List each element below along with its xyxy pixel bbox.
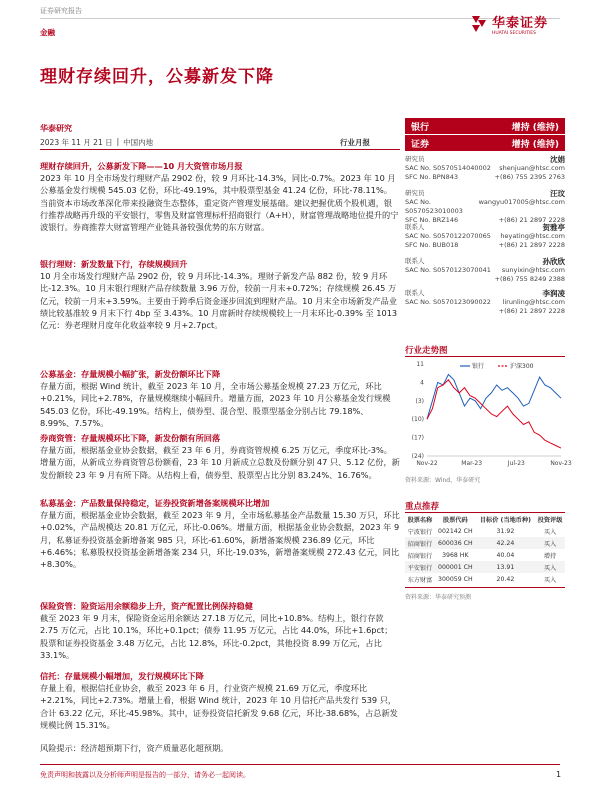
picks-heading: 重点推荐 [405,502,440,512]
trend-divider [405,356,565,357]
risk-note: 风险提示：经济超预期下行，资产质量恶化超预期。 [40,743,229,753]
meta-divider [40,149,400,150]
logo-en: HUATAI SECURITIES [492,31,537,36]
rating-bank: 银行 增持 (维持) [405,118,565,134]
report-type: 证券研究报告 [40,7,82,15]
report-kind: 行业月报 [340,138,370,147]
section-text: 2023 年 10 月全市场发行理财产品 2902 份，较 9 月环比-14.3%，同比-0.7%。2023 年 10 月公募基金发行规模 545.03 亿份，环比-49.19%，其中股票型基金 41.24 亿份，环比-78.11%。当前资本市场改革深化带来投融资生态整体，重定资产管理发展基础。建议把握优质个股机遇，银行推荐战略再升级的平安银行，零售及财富管理标杆招商银行（A+H），财富管理战略地位提升的宁波银行。券商推荐大财富管理产业链具备较强优势的东方财富。 [40,173,399,233]
y-tick-label: (17) [411,434,424,442]
footer-disclaimer: 免责声明和披露以及分析师声明是报告的一部分，请务必一起阅读。 [40,771,250,779]
footer-divider [40,764,560,765]
section-title: 保险资管：险资运用余额稳步上升，资产配置比例保持稳健 [40,601,253,611]
section-insurance-am [40,600,400,661]
trend-chart [405,360,572,472]
section-text: 存量方面，根据 Wind 统计，截至 2023 年 10 月，全市场公募基金规模 27.23 万亿元，环比+0.21%，同比+2.78%，存量规模继续小幅回升。增量方面，2023 年 10 月公募基金发行规模 545.03 亿份，环比-49.19%。结构上，债券型、混合型、股票型基金分别占比 79.18%、8.99%、7.57%。 [40,381,391,428]
legend-label: 沪深300 [510,363,534,370]
x-tick-label: Nov-23 [550,460,572,467]
table-row: 平安银行 000001 CH 13.91 买入 [405,561,565,573]
x-tick-label: Nov-22 [416,460,438,467]
x-tick-label: Mar-23 [461,460,483,467]
y-tick-label: 11 [416,361,424,368]
section-title: 理财存续回升，公募新发下降——10 月大资管市场月报 [40,161,243,171]
section-public-fund [40,368,400,429]
section-text: 存量上看，根据信托业协会，截至 2023 年 6 月，行业资产规模 21.69 万亿元，季度环比+2.21%，同比+2.73%。增量上看，根据 Wind 统计，2023 年 10 月信托产品共发行 539 只，合计 63.22 亿元，环比-45.98%。其中，证券投资信托新发 9.68 亿元，环比-38.68%，占总新发规模比例 15.31%。 [40,683,398,730]
picks-col-code: 股票代码 [442,517,468,524]
analyst-card: 联系人 贺雅亭 SAC No. S0570122070065 heyating@htsc.com SFC No. BUB018 +(86) 21 2897 2228 [405,223,565,249]
section-title: 私募基金：产品数量保持稳定，证券投资新增备案规模环比增加 [40,498,270,508]
section-title: 信托：存量规模小幅增加，发行规模环比下降 [40,671,204,681]
y-tick-label: (24) [411,453,424,460]
table-row: 招商银行 3968 HK 40.04 增持 [407,551,557,560]
page-title: 理财存续回升，公募新发下降 [40,67,274,87]
section-private-fund [40,497,400,570]
section-text: 存量方面，根据基金业协会数据，截至 23 年 6 月，券商资管规模 6.25 万亿元，季度环比-3%。增量方面，从新成立券商资管总份额看，23 年 10 月新成立总数及份额分别 47 只、5.12 亿份，新发份额较 23 年 9 月有所下降。从结构上看，债券型、股票型占比分别 83.24%、16.76%。 [40,445,400,480]
y-tick-label: (3) [415,397,424,405]
picks-col-name: 股票名称 [407,517,433,524]
section-summary [40,160,400,233]
huatai-logo-icon [470,14,488,34]
x-tick-label: Jul-23 [507,460,525,467]
org-name: 华泰研究 [40,124,72,133]
brand-logo [470,12,548,36]
y-tick-label: (10) [411,416,424,424]
section-text: 截至 2023 年 9 月末，保险资金运用余额达 27.18 万亿元，同比+10.8%。结构上，银行存款 2.75 万亿元，占比 10.1%，环比+0.1pct；债券 11.95 万亿元，占比 44.0%，环比+1.6pct；股票和证券投资基金 3.48 万亿元，占比 12.8%，环比-0.2pct，其他投资 8.99 万亿元，占比 33.1%。 [40,613,393,660]
table-row: 招商银行 600036 CH 42.24 买入 [405,537,565,549]
rating-securities: 证券 增持 (维持) [405,135,565,151]
section-text: 10 月全市场发行理财产品 2902 份，较 9 月环比-14.3%。理财子新发产品 882 份，较 9 月环比-12.3%。10 月末银行理财产品存续数量 3.96 万份，较前一月末+0.72%；存续规模 26.45 万亿元，较前一月末+3.59%。主要由于跨季后资金逐步回流到理财产品。10 月末全市场新发产品业绩比较基准较 9 月末下行 4bp 至 3.43%。10 月席新时存续规模较上一月末环比-0.39% 至 1013 亿元：券老理财月度年化收益率较 9 月+2.7pct。 [40,271,398,331]
legend-label: 银行 [472,363,485,370]
page-number: 1 [556,770,562,779]
analyst-card: 联系人 李润凌 SAC No. S0570123090022 lirunling@htsc.com +(86) 21 2897 2228 [405,289,565,315]
section-title: 券商资管：存量规模环比下降，新发份额有所回落 [40,433,221,443]
table-row: 东方财富 300059 CH 20.42 买入 [407,575,557,584]
report-region: 中国内地 [123,138,154,147]
section-title: 银行理财：新发数量下行，存续规模回升 [40,259,188,269]
ratings-box [405,118,565,151]
trend-chart-heading: 行业走势图 [405,346,448,356]
analyst-card: 研究员 沈娟 SAC No. S0570514040002 shenjuan@htsc.com SFC No. BPN843 +(86) 755 2395 2763 [405,155,565,181]
picks-col-target: 目标价 (当地币种) [479,517,531,524]
table-row: 宁波银行 002142 CH 31.92 买入 [407,527,557,536]
section-trust [40,670,400,731]
picks-source: 资料来源：华泰研究预测 [405,594,472,601]
picks-divider [405,512,565,513]
series-line-1 [427,380,561,448]
analyst-list [405,155,565,315]
picks-table [405,514,565,585]
section-broker-am [40,432,400,481]
section-title: 公募基金：存量规模小幅扩张，新发份额环比下降 [40,369,221,379]
section-text: 存量方面，根据基金业协会数据，截至 2023 年 9 月，全市场私募基金产品数量 15.30 万只，环比+0.02%，产品规模达 20.81 万亿元，环比-0.06%。增量方面，根据基金业协会数据，2023 年 9 月，私募证券投资基金新增备案 985 只，环比-61.60%，新增备案规模 236.89 亿元，环比+6.46%；私募股权投资基金新增备案 234 只，环比-19.03%，新增备案规模 272.43 亿元，同比+8.30%。 [40,510,400,570]
meta-row: 2023 年 11 月 21 日 | 中国内地 [40,137,154,147]
picks-col-rating: 投资评级 [537,517,563,524]
section-bank-wmp [40,258,400,331]
picks-table-wrap [405,514,565,601]
analyst-card: 研究员 汪玟 SAC No. S0570523010003 wangyu017005@htsc.com SFC No. BRZ146 +(86) 21 2897 2228 [405,189,565,224]
report-date: 2023 年 11 月 21 日 [40,138,113,147]
analyst-card: 联系人 孙欣欣 SAC No. S0570123070041 sunyixin@htsc.com +(86) 755 8249 2388 [405,257,565,283]
trend-source: 资料来源：Wind，华泰研究 [405,477,481,484]
y-tick-label: 4 [420,379,424,387]
logo-cn: 华泰证券 [492,16,549,31]
sector-label: 金融 [40,28,55,37]
